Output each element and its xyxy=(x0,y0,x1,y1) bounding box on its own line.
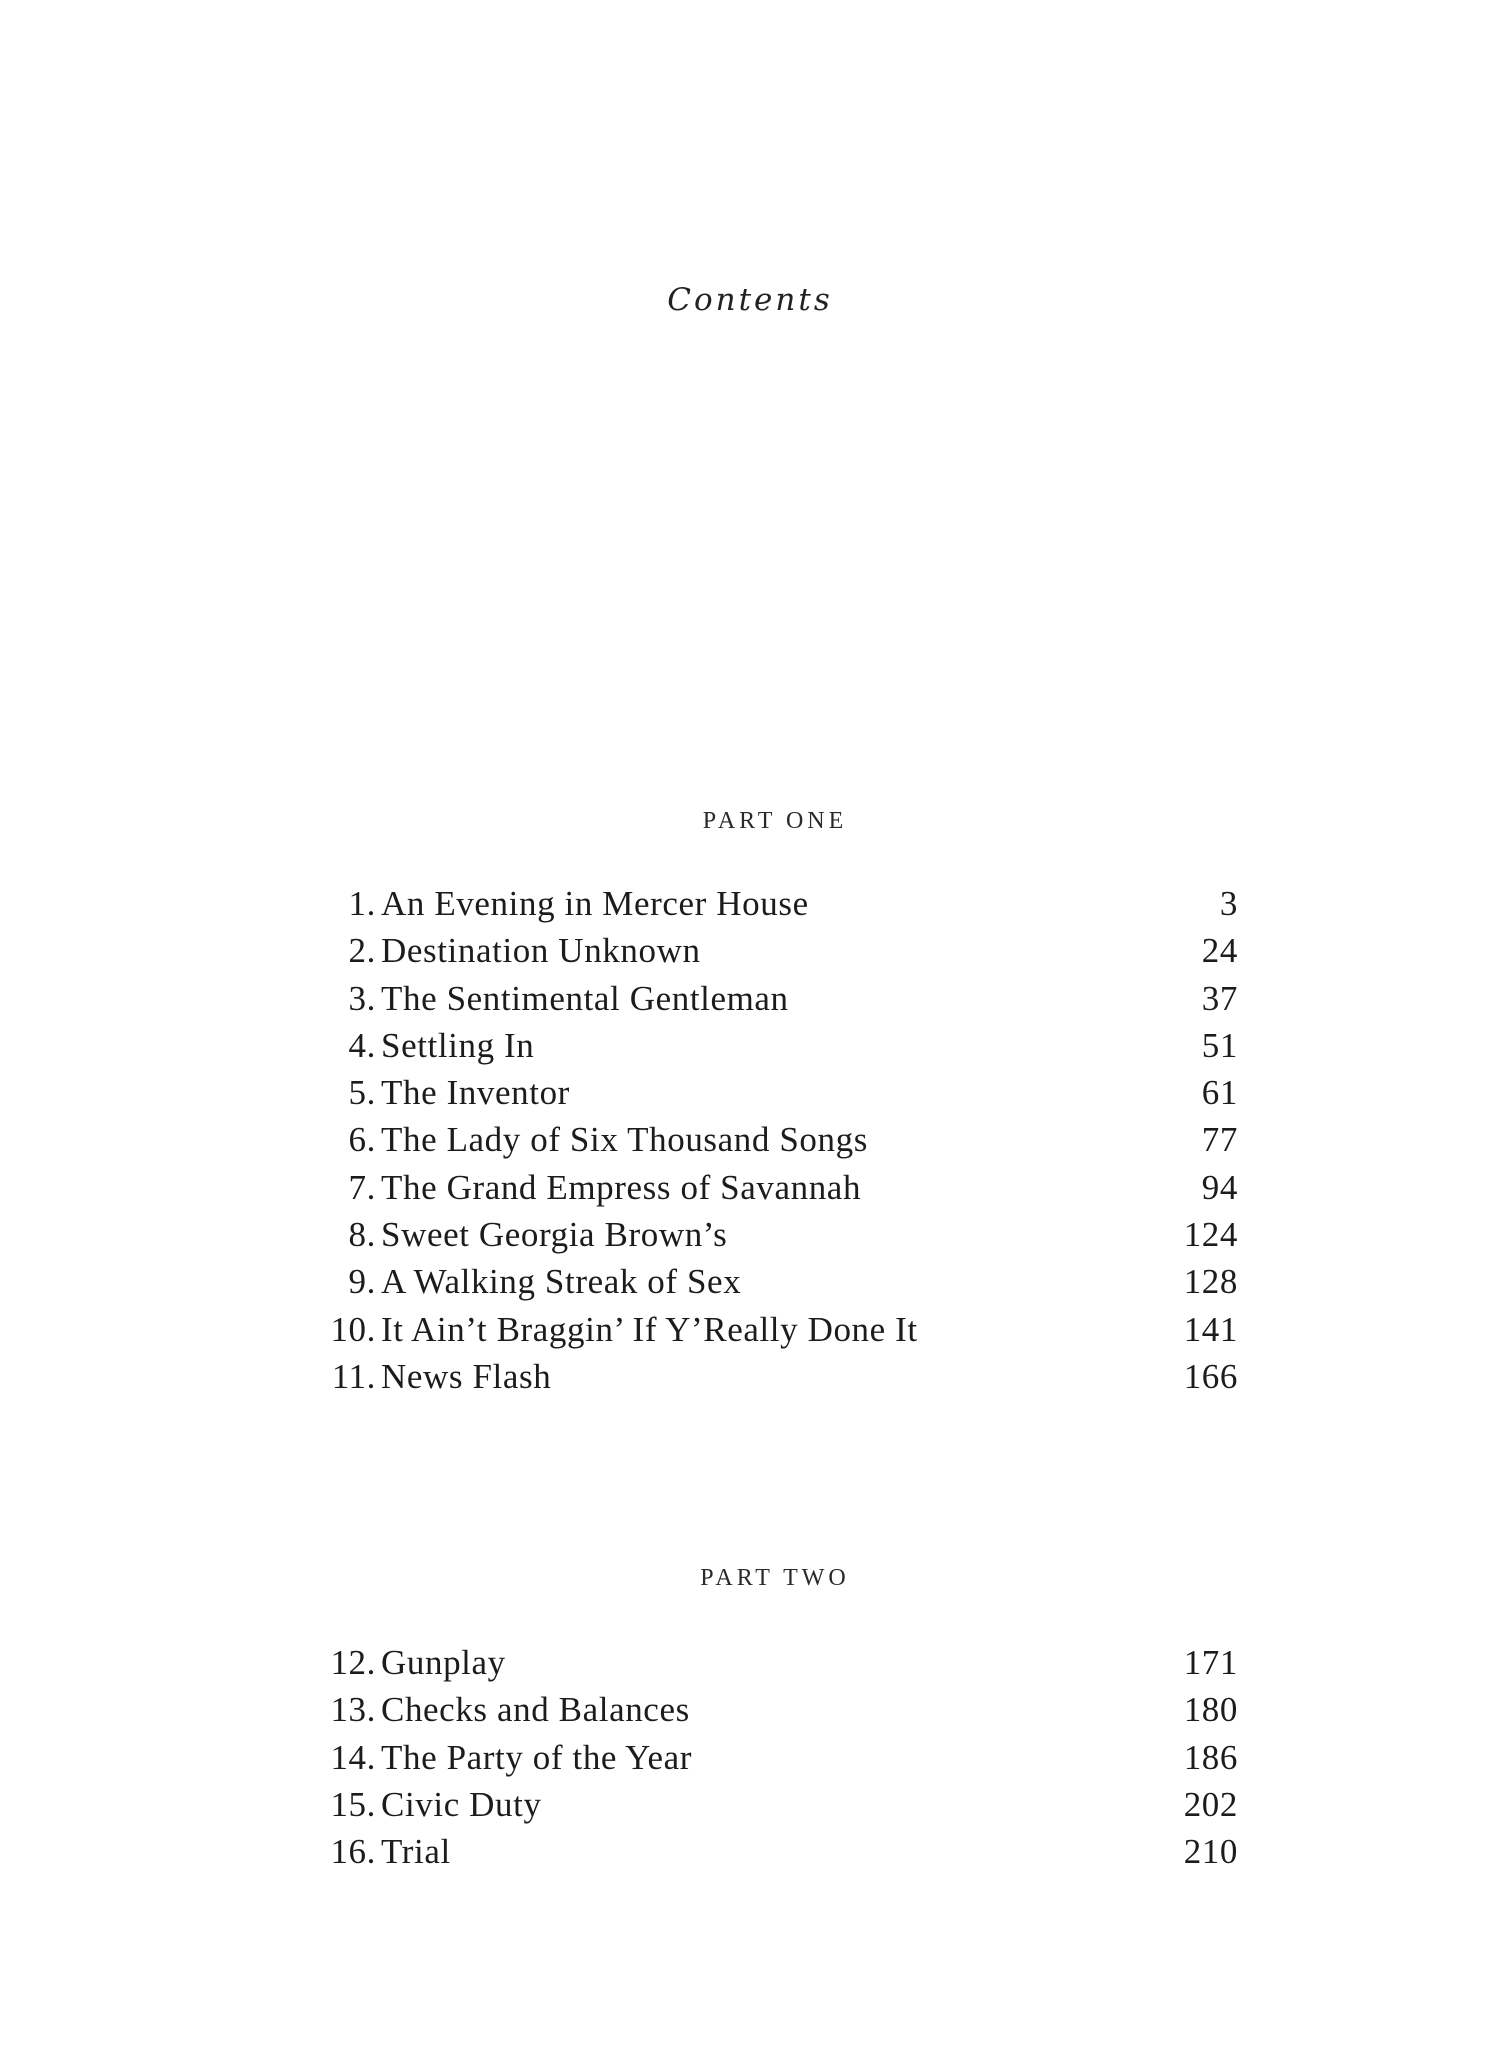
chapter-page: 37 xyxy=(1201,978,1238,1018)
chapter-number: 13. xyxy=(330,1690,376,1730)
chapter-page: 202 xyxy=(1183,1784,1238,1824)
chapter-number: 4. xyxy=(348,1025,376,1065)
toc-entry xyxy=(316,1686,1238,1733)
chapter-number: 8. xyxy=(348,1215,376,1255)
part-one-toc xyxy=(316,880,1238,1400)
chapter-title: News Flash xyxy=(381,1356,552,1396)
toc-entry xyxy=(316,975,1238,1022)
chapter-title: The Sentimental Gentleman xyxy=(381,978,789,1018)
chapter-title: An Evening in Mercer House xyxy=(381,884,809,923)
toc-entry xyxy=(316,1164,1238,1211)
chapter-title: It Ain’t Braggin’ If Y’Really Done It xyxy=(381,1309,918,1349)
toc-entry xyxy=(316,1353,1238,1400)
chapter-number: 14. xyxy=(330,1737,376,1777)
toc-entry xyxy=(316,1211,1238,1258)
chapter-title: The Party of the Year xyxy=(381,1737,693,1777)
chapter-page: 51 xyxy=(1201,1025,1238,1065)
toc-entry xyxy=(316,1639,1238,1686)
chapter-page: 180 xyxy=(1183,1690,1238,1730)
chapter-page: 128 xyxy=(1183,1262,1238,1302)
chapter-page: 124 xyxy=(1183,1215,1238,1255)
chapter-title: Trial xyxy=(381,1832,451,1872)
part-two-heading: PART TWO xyxy=(700,1565,850,1591)
part-two-toc xyxy=(316,1639,1238,1875)
chapter-number: 6. xyxy=(348,1120,376,1160)
chapter-page: 24 xyxy=(1201,931,1238,971)
chapter-number: 5. xyxy=(348,1073,376,1113)
chapter-number: 11. xyxy=(331,1356,376,1396)
toc-entry xyxy=(316,1734,1238,1781)
toc-entry xyxy=(316,1306,1238,1353)
chapter-title: Checks and Balances xyxy=(381,1690,690,1730)
chapter-page: 166 xyxy=(1183,1356,1238,1396)
page-title: Contents xyxy=(667,282,833,318)
chapter-title: Gunplay xyxy=(381,1643,506,1682)
chapter-page: 77 xyxy=(1201,1120,1238,1160)
chapter-title: A Walking Streak of Sex xyxy=(381,1262,742,1302)
chapter-number: 16. xyxy=(330,1832,376,1872)
chapter-page: 171 xyxy=(1183,1643,1238,1682)
chapter-title: Destination Unknown xyxy=(381,931,701,971)
chapter-number: 12. xyxy=(330,1643,376,1682)
toc-entry xyxy=(316,1828,1238,1875)
chapter-number: 10. xyxy=(330,1309,376,1349)
toc-entry xyxy=(316,1781,1238,1828)
chapter-number: 15. xyxy=(330,1784,376,1824)
chapter-title: Civic Duty xyxy=(381,1784,542,1824)
chapter-number: 1. xyxy=(348,884,376,923)
chapter-number: 2. xyxy=(348,931,376,971)
part-one-heading: PART ONE xyxy=(702,808,848,834)
chapter-page: 210 xyxy=(1183,1832,1238,1872)
chapter-title: The Lady of Six Thousand Songs xyxy=(381,1120,868,1160)
chapter-title: Sweet Georgia Brown’s xyxy=(381,1215,728,1255)
chapter-title: The Grand Empress of Savannah xyxy=(381,1167,862,1207)
toc-entry xyxy=(316,927,1238,974)
chapter-title: Settling In xyxy=(381,1025,535,1065)
toc-entry xyxy=(316,1116,1238,1163)
toc-entry xyxy=(316,1258,1238,1305)
chapter-page: 61 xyxy=(1201,1073,1238,1113)
chapter-page: 141 xyxy=(1183,1309,1238,1349)
chapter-number: 9. xyxy=(348,1262,376,1302)
chapter-number: 7. xyxy=(348,1167,376,1207)
chapter-page: 94 xyxy=(1201,1167,1238,1207)
chapter-title: The Inventor xyxy=(381,1073,570,1113)
toc-entry xyxy=(316,1069,1238,1116)
toc-entry xyxy=(316,1022,1238,1069)
toc-entry xyxy=(316,880,1238,927)
chapter-page: 186 xyxy=(1183,1737,1238,1777)
chapter-page: 3 xyxy=(1219,884,1238,923)
chapter-number: 3. xyxy=(348,978,376,1018)
